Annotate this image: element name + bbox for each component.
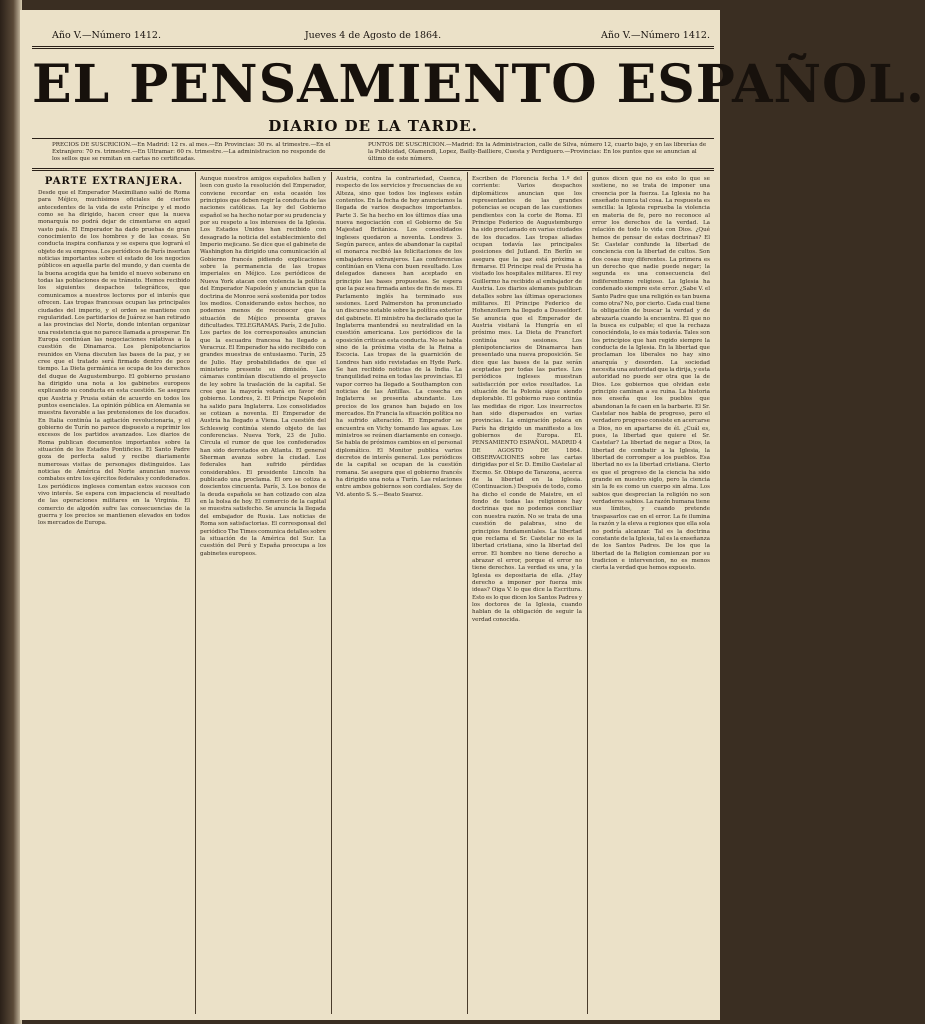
subscription-points: PUNTOS DE SUSCRICION.—Madrid: En la Administracion, calle de Silva, número 12, cuarto bajo, y en las librerías de la Publicidad, Olamendi, Lopez, Bailly-Bailliere, Cuesta y Perdiguero.—Provincias: En los puntos que se anuncian al último de este número. [368,142,707,162]
newspaper-title: EL PENSAMIENTO ESPAÑOL. [32,54,925,115]
column-text: Escriben de Florencia fecha 1.º del corriente: Varios despachos diplomáticos anuncian que los representantes de las grandes potencias se ocupan de las cuestiones pendientes con la corte de Roma. El Principe Federico de Augustemburgo ha sido proclamado en varias ciudades de los ducados. Las tropas aliadas ocupan todavía las principales posiciones del Jutland. En Berlín se asegura que la paz está próxima a firmarse. El Principe real de Prusia ha visitado los hospitales militares. El rey Guillermo ha recibido al embajador de Austria. Los diarios alemanes publican detalles sobre las últimas operaciones militares. El Principe Federico de Hohenzollern ha llegado a Dusseldorf. Se anuncia que el Emperador de Austria visitará la Hungría en el próximo mes. La Dieta de Francfort continúa sus sesiones. Los plenipotenciarios de Dinamarca han presentado una nueva proposición. Se dice que las bases de la paz serán aceptadas por todas las partes. Los periódicos ingleses muestran satisfacción por estos resultados. La situación de la Polonia sigue siendo deplorable. El gobierno ruso continúa las medidas de rigor. Los insurrectos han sido dispersados en varias provincias. La emigración polaca en París ha dirigido un manifiesto a los gobiernos de Europa. EL PENSAMIENTO ESPAÑOL. MADRID 4 DE AGOSTO DE 1864. OBSERVACIONES sobre las cartas dirigidas por el Sr. D. Emilio Castelar al Excmo. Sr. Obispo de Tarazona, acerca de la libertad en la Iglesia. (Continuacion.) Después de todo, como ha dicho el conde de Maistre, en el fondo de todas las religiones hay doctrinas que no podemos conciliar con nuestra razón. No se trata de una cuestión de palabras, sino de principios fundamentales. La libertad que reclama el Sr. Castelar no es la libertad cristiana, sino la libertad del error. El hombre no tiene derecho a abrazar el error, porque el error no tiene derechos. La verdad es una, y la Iglesia es depositaria de ella. ¿Hay derecho a imponer por fuerza mis ideas? Oiga V. lo que dice la Escritura. Esto es lo que dicen los Santos Padres y los doctores de la Iglesia, cuando hablan de la obligación de seguir la verdad conocida. [472,176,582,623]
column-3 [336,176,462,1014]
book-spine [0,0,22,1024]
column-rule [587,172,588,1014]
column-text: Desde que el Emperador Maximiliano salió de Roma para Méjico, muchísimos oficiales de ciertos antecedentes de la vida de este Príncipe y el modo como se ha dirigido, hacen creer que la nueva monarquía no podrá dejar de cimentarse en aquel vasto país. El Emperador ha dado pruebas de gran conocimiento de los hombres y de las cosas. Su conducta inspira confianza y se espera que logrará el objeto de su empresa. Los periódicos de París insertan noticias importantes sobre el estado de los negocios públicos en aquella parte del mundo, y dan cuenta de la buena acogida que ha tenido el nuevo soberano en todas las poblaciones de su tránsito. Hemos recibido los siguientes despachos telegráficos, que comunicamos a nuestros lectores por el interés que ofrecen. Las tropas francesas ocupan las principales ciudades del imperio, y el orden se mantiene con regularidad. Los partidarios de Juárez se han retirado a las provincias del Norte, donde intentan organizar una resistencia que no parece llamada a prosperar. En Europa continúan las negociaciones relativas a la cuestión de Dinamarca. Los plenipotenciarios reunidos en Viena discuten las bases de la paz, y se cree que el tratado será firmado dentro de poco tiempo. La Dieta germánica se ocupa de los derechos del duque de Augustemburgo. El gobierno prusiano ha dirigido una nota a los gabinetes europeos explicando su conducta en esta cuestión. Se asegura que Austria y Prusia están de acuerdo en todos los puntos esenciales. La opinión pública en Alemania se muestra favorable a las pretensiones de los ducados. En Italia continúa la agitación revolucionaria, y el gobierno de Turín no parece dispuesto a reprimir los excesos de los partidos avanzados. Los diarios de Roma publican documentos importantes sobre la situación de los Estados Pontificios. El Santo Padre goza de perfecta salud y recibe diariamente numerosas visitas de personajes distinguidos. Las noticias de América del Norte anuncian nuevos combates entre los ejércitos federales y confederados. Los periódicos ingleses comentan estos sucesos con vivo interés. Se espera con impaciencia el resultado de las operaciones militares en la Virginia. El comercio de algodón sufre las consecuencias de la guerra y los precios se mantienen elevados en todos los mercados de Europa. [38,190,190,527]
column-5 [592,176,710,1014]
issue-number-left: Año V.—Número 1412. [52,30,161,41]
masthead-rule [32,46,714,47]
newspaper-subtitle: DIARIO DE LA TARDE. [268,117,478,135]
notice-rule [32,168,714,169]
column-rule [331,172,332,1014]
column-rule [467,172,468,1014]
masthead-info-row [32,30,714,44]
column-text: gunos dicen que no es esto lo que se sostiene, no se trata de imponer una creencia por la fuerza. La Iglesia no ha enseñado nunca tal cosa. La respuesta es sencilla: la Iglesia reprueba la violencia en materia de fe, pero no reconoce al error los derechos de la verdad. La relación de todo lo vida con Dios. ¿Qué hemos de pensar de estas doctrinas? El Sr. Castelar confunde la libertad de conciencia con la libertad de cultos. Son dos cosas muy diferentes. La primera es un derecho que nadie puede negar; la segunda es una consecuencia del indiferentismo religioso. La Iglesia ha condenado siempre este error. ¿Sabe V. el Santo Padre que una religión es tan buena como otra? No, por cierto. Cada cual tiene la obligación de buscar la verdad y de abrazarla cuando la encuentra. El que no la busca es culpable; el que la rechaza conociéndola, lo es más todavía. Tales son los principios que han regido siempre la conducta de la Iglesia. En la libertad que proclaman los liberales no hay sino anarquía y desorden. La sociedad necesita una autoridad que la dirija, y esta autoridad no puede ser otra que la de Dios. Los gobiernos que olvidan este principio caminan a su ruina. La historia nos enseña que los pueblos que abandonan la fe caen en la barbarie. El Sr. Castelar nos habla de progreso, pero el verdadero progreso consiste en acercarse a Dios, no en apartarse de él. ¿Cuál es, pues, la libertad que quiere el Sr. Castelar? La libertad de negar a Dios, la libertad de combatir a la Iglesia, la libertad de corromper a los pueblos. Esa libertad no es la libertad cristiana. Cierto es que el progreso de la ciencia ha sido grande en nuestro siglo, pero la ciencia sin la fe es como un cuerpo sin alma. Los sabios que desprecian la religión no son verdaderos sabios. La razón humana tiene sus límites, y cuando pretende traspasarlos cae en el error. La fe ilumina la razón y la eleva a regiones que ella sola no podría alcanzar. Tal es la doctrina constante de la Iglesia, tal es la enseñanza de los Santos Padres. De los que la libertad de la Religion comienzan por su tradicion e intervencion, no es menos cierta la verdad que hemos expuesto. [592,176,710,572]
notice-rule [32,170,714,171]
column-text: Austria, contra la contrariedad, Cuenca, respecto de los servicios y frecuencias de su Alteza, sino que todos los ingleses están contentos. En la fecha de hoy anunciamos la llegada de varios despachos importantes. Parte 3. Se ha hecho en los últimos días una nueva negociación con el Gobierno de Su Majestad Británica. Los consolidados ingleses quedaron a noventa. Londres 3. Según parece, antes de abandonar la capital el monarca recibió las felicitaciones de los embajadores extranjeros. Las conferencias continúan en Viena con buen resultado. Los delegados daneses han aceptado en principio las bases propuestas. Se espera que la paz sea firmada antes de fin de mes. El Parlamento inglés ha terminado sus sesiones. Lord Palmerston ha pronunciado un discurso notable sobre la política exterior del gabinete. El ministro ha declarado que la Inglaterra mantendrá su neutralidad en la cuestión americana. Los periódicos de la oposición critican esta conducta. No se habla sino de la próxima visita de la Reina a Escocia. Las tropas de la guarnición de Londres han sido revistadas en Hyde Park. Se han recibido noticias de la India. La tranquilidad reina en todas las provincias. El vapor correo ha llegado a Southampton con noticias de las Antillas. La cosecha en Inglaterra se presenta abundante. Los precios de los granos han bajado en los mercados. En Francia la situación política no ha sufrido alteración. El Emperador se encuentra en Vichy tomando las aguas. Los ministros se reúnen diariamente en consejo. Se habla de próximos cambios en el personal diplomático. El Monitor publica varios decretos de interés general. Los periódicos de la capital se ocupan de la cuestión romana. Se asegura que el gobierno francés ha dirigido una nota a Turín. Las relaciones entre ambos gobiernos son cordiales. Soy de Vd. atento S. S.—Beato Suarez. [336,176,462,498]
issue-number-right: Año V.—Número 1412. [601,30,710,41]
masthead-rule [32,48,714,49]
notice-rule [32,138,714,139]
column-4 [472,176,582,1014]
column-1 [38,176,190,1016]
issue-date: Jueves 4 de Agosto de 1864. [304,30,442,41]
column-text: Aunque nuestros amigos españoles hallen y leen con gusto la resolución del Emperador, conviene recordar en esta ocasión los principios que deben regir la conducta de las naciones católicas. La ley del Gobierno español se ha hecho notar por su prudencia y por su respeto a los intereses de la Iglesia. Los Estados Unidos han recibido con desagrado la noticia del establecimiento del Imperio mejicano. Se dice que el gabinete de Washington ha dirigido una comunicación al Gobierno francés pidiendo explicaciones sobre la permanencia de las tropas imperiales en Méjico. Los periódicos de Nueva York atacan con violencia la política del Emperador Napoleón y anuncian que la doctrina de Monroe será sostenida por todos los medios. Considerando estos hechos, no podemos menos de reconocer que la situación de Méjico presenta graves dificultades. TELEGRAMAS. París, 2 de Julio. Los partes de los corresponsales anuncian que la escuadra francesa ha llegado a Veracruz. El Emperador ha sido recibido con grandes muestras de entusiasmo. Turín, 25 de Julio. Hay probabilidades de que el ministerio presente su dimisión. Las cámaras continúan discutiendo el proyecto de ley sobre la traslación de la capital. Se cree que la mayoría votará en favor del gobierno. Londres, 2. El Príncipe Napoleón ha salido para Inglaterra. Los consolidados se cotizan a noventa. El Emperador de Austria ha llegado a Viena. La cuestión del Schleswig continúa siendo objeto de las conferencias. Nueva York, 23 de Julio. Circula el rumor de que los confederados han sido derrotados en Atlanta. El general Sherman avanza sobre la ciudad. Los federales han sufrido pérdidas considerables. El presidente Lincoln ha publicado una proclama. El oro se cotiza a doscientos cincuenta. París, 3. Los bonos de la deuda española se han cotizado con alza en la bolsa de hoy. El comercio de la capital se muestra satisfecho. Se anuncia la llegada del embajador de Rusia. Las noticias de Roma son satisfactorias. El corresponsal del periódico The Times comunica detalles sobre la situación de la América del Sur. La cuestión del Perú y España preocupa a los gabinetes europeos. [200,176,326,557]
column-2 [200,176,326,1014]
column-rule [195,172,196,1014]
section-heading: PARTE EXTRANJERA. [44,176,184,187]
subscription-prices: PRECIOS DE SUSCRICION.—En Madrid: 12 rs. al mes.—En Provincias: 30 rs. al trimestre.—En el Extranjero: 70 rs. trimestre.—En Ultramar: 60 rs. trimestre.—La administracion no responde de los sellos que se remitan en cartas no certificadas. [52,142,331,162]
